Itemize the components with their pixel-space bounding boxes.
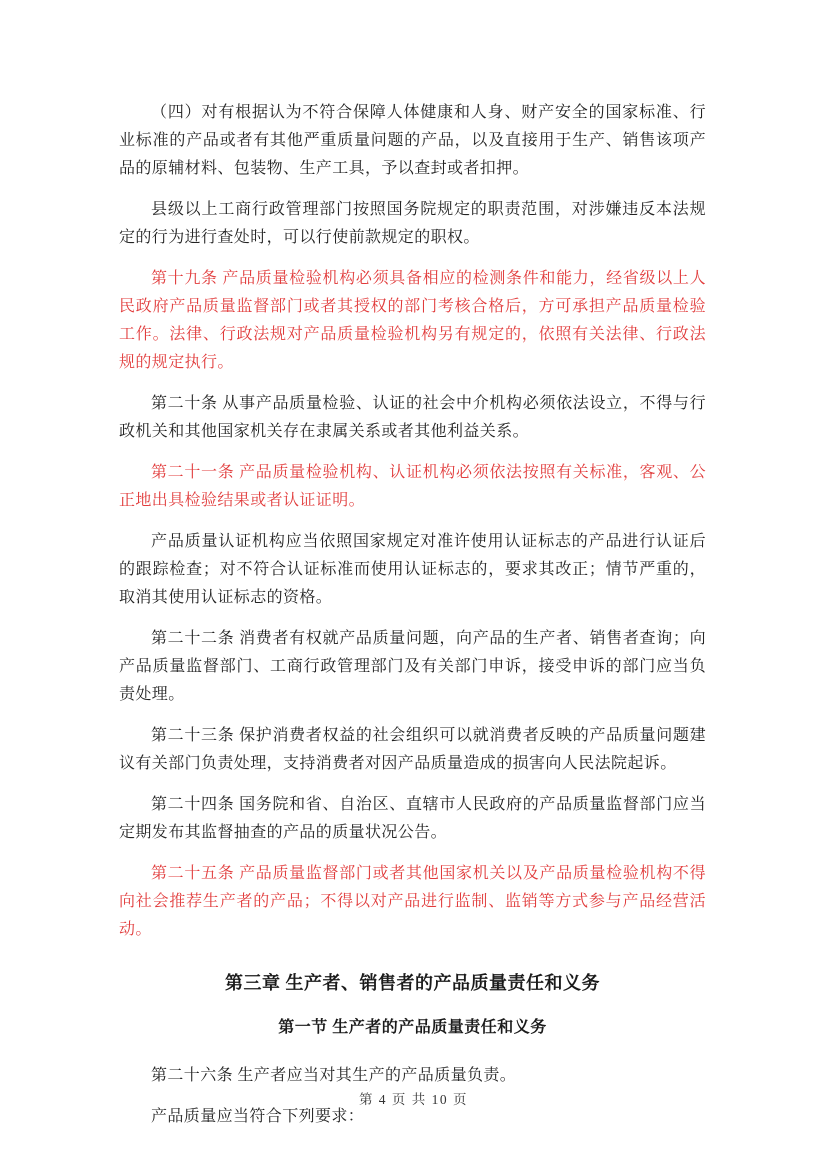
article-25: 第二十五条 产品质量监督部门或者其他国家机关以及产品质量检验机构不得向社会推荐生产者的产品；不得以对产品进行监制、监销等方式参与产品经营活动。 [119, 865, 706, 938]
article-26: 第二十六条 生产者应当对其生产的产品质量负责。 [151, 1067, 517, 1084]
paragraph-quality-requirements-intro: 产品质量应当符合下列要求： [151, 1108, 365, 1125]
paragraph-county-level-authority: 县级以上工商行政管理部门按照国务院规定的职责范围，对涉嫌违反本法规定的行为进行查处时，可以行使前款规定的职权。 [119, 201, 706, 246]
article-24: 第二十四条 国务院和省、自治区、直辖市人民政府的产品质量监督部门应当定期发布其监督抽查的产品的质量状况公告。 [119, 796, 706, 841]
article-21: 第二十一条 产品质量检验机构、认证机构必须依法按照有关标准，客观、公正地出具检验结果或者认证证明。 [119, 464, 706, 509]
page-number-footer: 第 4 页 共 10 页 [358, 1092, 469, 1107]
paragraph-item-4: （四）对有根据认为不符合保障人体健康和人身、财产安全的国家标准、行业标准的产品或者有其他严重质量问题的产品，以及直接用于生产、销售该项产品的原辅材料、包装物、生产工具，予以查封或者扣押。 [119, 104, 706, 177]
article-19: 第十九条 产品质量检验机构必须具备相应的检测条件和能力，经省级以上人民政府产品质量监督部门或者其授权的部门考核合格后，方可承担产品质量检验工作。法律、行政法规对产品质量检验机构另有规定的，依照有关法律、行政法规的规定执行。 [119, 270, 706, 371]
article-23: 第二十三条 保护消费者权益的社会组织可以就消费者反映的产品质量问题建议有关部门负责处理，支持消费者对因产品质量造成的损害向人民法院起诉。 [119, 727, 706, 772]
section-1-heading: 第一节 生产者的产品质量责任和义务 [278, 1019, 547, 1036]
article-22: 第二十二条 消费者有权就产品质量问题，向产品的生产者、销售者查询；向产品质量监督部门、工商行政管理部门及有关部门申诉，接受申诉的部门应当负责处理。 [119, 630, 706, 703]
article-20: 第二十条 从事产品质量检验、认证的社会中介机构必须依法设立，不得与行政机关和其他国家机关存在隶属关系或者其他利益关系。 [119, 395, 706, 440]
chapter-3-heading: 第三章 生产者、销售者的产品质量责任和义务 [225, 973, 600, 993]
paragraph-certification-followup: 产品质量认证机构应当依照国家规定对准许使用认证标志的产品进行认证后的跟踪检查；对不符合认证标准而使用认证标志的，要求其改正；情节严重的，取消其使用认证标志的资格。 [119, 533, 706, 606]
